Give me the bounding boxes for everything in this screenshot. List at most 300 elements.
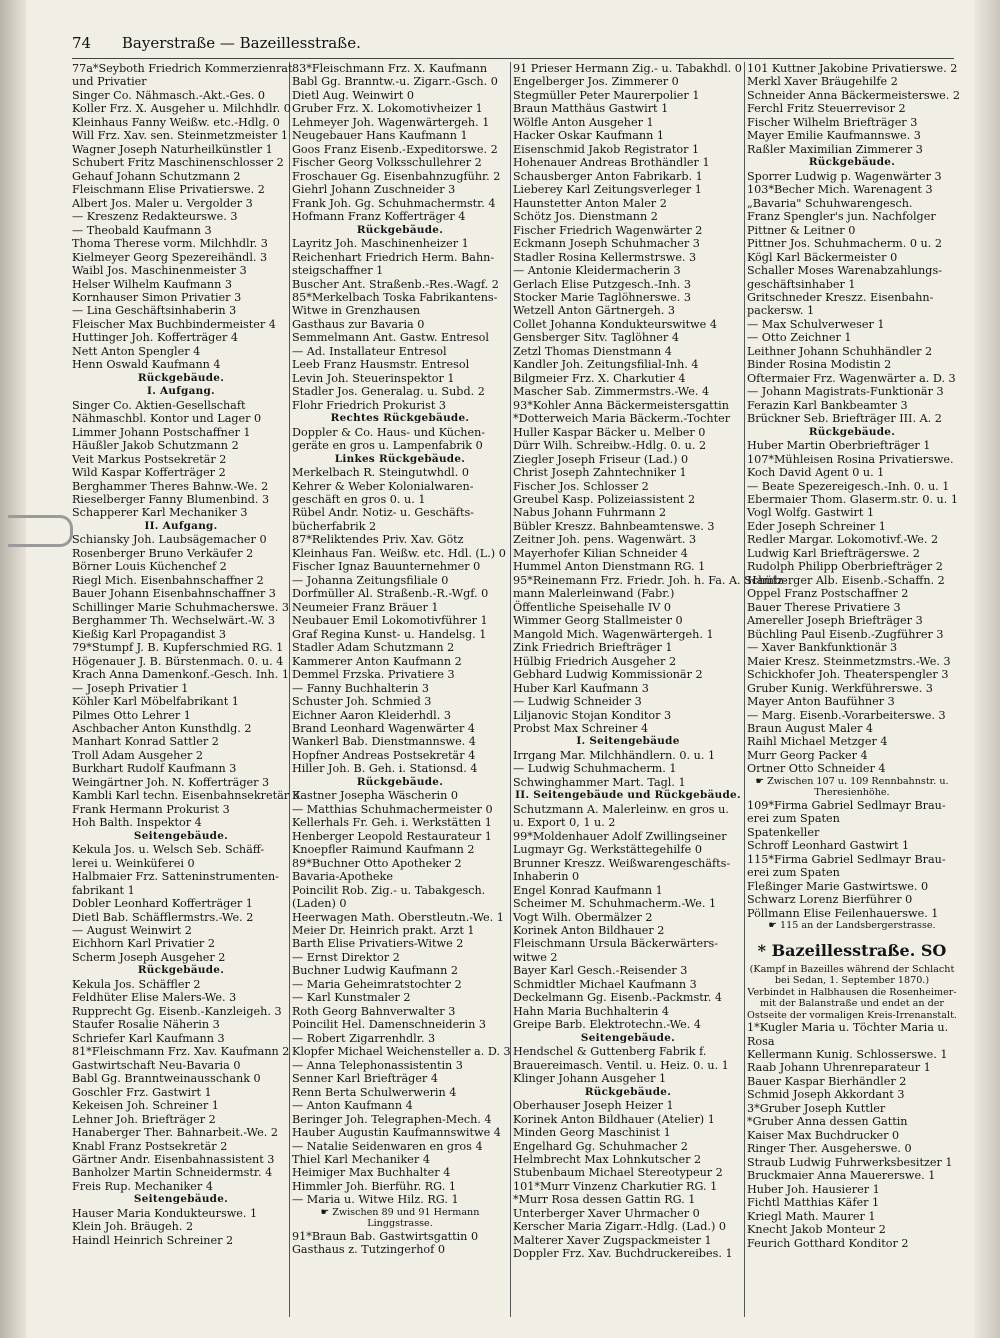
directory-entry: — Ad. Installateur Entresol [292, 344, 447, 358]
directory-entry: Staufer Rosalie Näherin 3 [72, 1018, 220, 1032]
directory-entry: 1*Kugler Maria u. Töchter Maria u. [747, 1021, 949, 1035]
directory-entry: Schmidtler Michael Kaufmann 3 [513, 977, 697, 991]
directory-entry: 93*Kohler Anna Bäckermeistersgattin [513, 398, 729, 412]
directory-entry: 81*Fleischmann Frz. Xav. Kaufmann 2 [72, 1045, 290, 1059]
directory-entry: Inhaberin 0 [513, 870, 580, 884]
directory-entry: Köhler Karl Möbelfabrikant 1 [72, 695, 239, 709]
directory-entry: 87*Reliktendes Priv. Xav. Götz [292, 533, 464, 547]
section-heading: II. Aufgang. [144, 519, 218, 532]
directory-entry: 101*Murr Vinzenz Charkutier RG. 1 [513, 1179, 718, 1193]
directory-entry: — Natalie Seidenwaren en gros 4 [292, 1139, 483, 1153]
directory-entry: Eckmann Joseph Schuhmacher 3 [513, 237, 700, 251]
directory-entry: Eichhorn Karl Privatier 2 [72, 937, 215, 951]
directory-entry: Banholzer Martin Schneidermstr. 4 [72, 1166, 273, 1180]
directory-entry: Henn Oswald Kaufmann 4 [72, 358, 221, 372]
directory-entry: — Anna Telephonassistentin 3 [292, 1058, 463, 1072]
directory-entry: Henberger Leopold Restaurateur 1 [292, 829, 492, 843]
directory-entry: Gerlach Elise Putzgesch.-Inh. 3 [513, 277, 691, 291]
directory-entry: Raab Johann Uhrenreparateur 1 [747, 1061, 931, 1075]
directory-entry: Freis Rup. Mechaniker 4 [72, 1179, 213, 1193]
section-heading: Rechtes Rückgebäude. [330, 412, 470, 425]
directory-entry: Ortner Otto Schneider 4 [747, 762, 886, 776]
section-heading: Rückgebäude. [584, 1085, 672, 1098]
directory-entry: Rieselberger Fanny Blumenbind. 3 [72, 493, 270, 506]
directory-entry: — Antonie Kleidermacherin 3 [513, 264, 681, 278]
directory-entry: Levin Joh. Steuerinspektor 1 [292, 371, 455, 385]
directory-entry: Oppel Franz Postschaffner 2 [747, 587, 909, 601]
directory-entry: Thiel Karl Mechaniker 4 [292, 1152, 430, 1166]
directory-entry: — Robert Zigarrenhdlr. 3 [292, 1031, 436, 1045]
directory-entry: Eisenschmid Jakob Registrator 1 [513, 142, 700, 156]
directory-entry: Sporrer Ludwig p. Wagenwärter 3 [747, 169, 942, 183]
directory-entry: Reichenhart Friedrich Herm. Bahn- [292, 250, 495, 264]
directory-entry: Irrgang Mar. Milchhändlern. 0. u. 1 [513, 748, 716, 762]
directory-entry: 91*Braun Bab. Gastwirtsgattin 0 [292, 1229, 479, 1243]
directory-entry: Klinger Johann Ausgeher 1 [513, 1072, 667, 1086]
directory-entry: Greipe Barb. Elektrotechn.-We. 4 [513, 1018, 702, 1032]
directory-entry: Schaller Moses Warenabzahlungs- [747, 264, 942, 278]
directory-entry: Liljanovic Stojan Konditor 3 [513, 708, 672, 722]
directory-entry: Fischer Ignaz Bauunternehmer 0 [292, 560, 481, 574]
directory-entry: 3*Gruber Joseph Kuttler [747, 1101, 886, 1115]
directory-entry: — Matthias Schuhmachermeister 0 [292, 802, 493, 816]
directory-entry: Bauer Therese Privatiere 3 [747, 600, 901, 614]
directory-entry: Fischer Friedrich Wagenwärter 2 [513, 223, 703, 237]
directory-entry: 95*Reinemann Frz. Friedr. Joh. h. Fa. A. Schütz- [513, 573, 787, 587]
directory-entry: — Marg. Eisenb.-Vorarbeiterswe. 3 [747, 708, 946, 722]
directory-entry: Greubel Kasp. Polizeiassistent 2 [513, 493, 696, 506]
directory-entry: Meier Dr. Heinrich prakt. Arzt 1 [292, 924, 475, 937]
directory-entry: Dorfmüller Al. Straßenb.-R.-Wgf. 0 [292, 587, 489, 601]
directory-entry: Kleinhaus Fanny Weißw. etc.-Hdlg. 0 [72, 115, 280, 129]
directory-entry: Dobler Leonhard Kofferträger 1 [72, 897, 253, 911]
directory-entry: Raihl Michael Metzger 4 [747, 735, 888, 749]
directory-entry: Ferazin Karl Bankbeamter 3 [747, 398, 908, 412]
directory-entry: Wetzell Anton Gärtnergeh. 3 [513, 304, 676, 318]
directory-entry: *Murr Rosa dessen Gattin RG. 1 [513, 1193, 696, 1207]
directory-entry: Huttinger Joh. Kofferträger 4 [72, 331, 238, 345]
directory-entry: Kerscher Maria Zigarr.-Hdlg. (Lad.) 0 [513, 1220, 727, 1234]
directory-entry: — Anton Kaufmann 4 [292, 1099, 413, 1113]
section-heading: I. Aufgang. [147, 385, 215, 398]
directory-entry: 101 Kuttner Jakobine Privatierswe. 2 [747, 62, 958, 75]
directory-entry: Hiller Joh. B. Geh. i. Stationsd. 4 [292, 762, 478, 776]
directory-entry: Berghammer Theres Bahnw.-We. 2 [72, 479, 269, 493]
directory-entry: Wild Kaspar Kofferträger 2 [72, 466, 226, 480]
directory-entry: Engel Konrad Kaufmann 1 [513, 883, 663, 897]
directory-entry: Hummel Anton Dienstmann RG. 1 [513, 560, 706, 574]
directory-entry: Knecht Jakob Monteur 2 [747, 1223, 886, 1237]
directory-entry: Doppler Frz. Xav. Buchdruckereibes. 1 [513, 1247, 733, 1261]
directory-entry: Weingärtner Joh. N. Kofferträger 3 [72, 775, 270, 789]
directory-entry: Manhart Konrad Sattler 2 [72, 735, 219, 749]
section-heading: I. Seitengebäude [576, 735, 680, 748]
directory-entry: Feurich Gotthard Konditor 2 [747, 1236, 909, 1250]
directory-entry: Schapperer Karl Mechaniker 3 [72, 506, 248, 520]
directory-entry: Goschler Frz. Gastwirt 1 [72, 1085, 212, 1099]
directory-entry: Gehauf Johann Schutzmann 2 [72, 169, 241, 183]
directory-entry: Högenauer J. B. Bürstenmach. 0. u. 4 [72, 654, 284, 668]
directory-entry: Merkl Xaver Bräugehilfe 2 [747, 75, 898, 89]
directory-entry: Gritschneder Kreszz. Eisenbahn- [747, 290, 934, 304]
directory-entry: Kellerhals Fr. Geh. i. Werkstätten 1 [292, 816, 492, 830]
directory-note: (Kampf in Bazeilles während der Schlacht bei Sedan, 1. September 1870.) [749, 963, 955, 987]
directory-entry: Deckelmann Gg. Eisenb.-Packmstr. 4 [513, 991, 723, 1005]
directory-entry: Schmid Joseph Akkordant 3 [747, 1088, 905, 1102]
directory-entry: 109*Firma Gabriel Sedlmayr Brau- [747, 798, 946, 812]
section-heading: Seitengebäude. [133, 1193, 229, 1206]
directory-entry: Wankerl Bab. Dienstmannswe. 4 [292, 735, 476, 749]
directory-entry: Mayer Emilie Kaufmannswe. 3 [747, 129, 921, 143]
directory-entry: Knabl Franz Postsekretär 2 [72, 1139, 228, 1153]
section-heading: Linkes Rückgebäude. [334, 452, 466, 465]
directory-entry: Fleischer Max Buchbindermeister 4 [72, 317, 276, 331]
directory-entry: Heerwagen Math. Oberstleutn.-We. 1 [292, 910, 504, 924]
directory-entry: Bilgmeier Frz. X. Charkutier 4 [513, 371, 686, 385]
directory-entry: Schroff Leonhard Gastwirt 1 [747, 839, 910, 853]
directory-entry: Lehmeyer Joh. Wagenwärtergeh. 1 [292, 115, 490, 129]
directory-entry: Roth Georg Bahnverwalter 3 [292, 1004, 456, 1018]
directory-entry: Schutzmann A. Malerleinw. en gros u. [513, 802, 729, 816]
directory-entry: Senner Karl Briefträger 4 [292, 1072, 438, 1086]
directory-entry: Stubenbaum Michael Stereotypeur 2 [513, 1166, 723, 1180]
directory-entry: Nabus Johann Fuhrmann 2 [513, 506, 667, 520]
directory-entry: Braun Matthäus Gastwirt 1 [513, 102, 669, 116]
directory-entry: — Joseph Privatier 1 [72, 681, 189, 695]
directory-entry: Poincilit Rob. Zig.- u. Tabakgesch. [292, 883, 486, 897]
directory-entry: Hopfner Andreas Postsekretär 4 [292, 748, 476, 762]
directory-entry: Kekula Jos. u. Welsch Seb. Schäff- [72, 843, 265, 857]
directory-entry: Scherm Joseph Ausgeher 2 [72, 950, 226, 964]
directory-entry: Zetzl Thomas Dienstmann 4 [513, 344, 672, 358]
directory-entry: Kleinhaus Fan. Weißw. etc. Hdl. (L.) 0 [292, 546, 506, 560]
directory-entry: Hauser Maria Kondukteurswe. 1 [72, 1206, 258, 1220]
directory-entry: — Max Schulverweser 1 [747, 317, 885, 331]
directory-entry: Flohr Friedrich Prokurist 3 [292, 398, 447, 412]
directory-entry: Kießig Karl Propagandist 3 [72, 627, 226, 641]
directory-entry: Klopfer Michael Weichensteller a. D. 3 [292, 1045, 511, 1059]
directory-entry: Babl Gg. Branntw.-u. Zigarr.-Gsch. 0 [292, 75, 498, 89]
directory-entry: — Maria u. Witwe Hilz. RG. 1 [292, 1193, 459, 1207]
directory-entry: — Maria Geheimratstochter 2 [292, 977, 462, 991]
section-heading: II. Seitengebäude und Rückgebäude. [515, 789, 741, 802]
directory-entry: Brückner Seb. Briefträger III. A. 2 [747, 412, 942, 426]
directory-entry: Spatenkeller [747, 825, 820, 839]
directory-entry: — Xaver Bankfunktionär 3 [747, 641, 898, 655]
directory-entry: Öffentliche Speisehalle IV 0 [513, 600, 672, 614]
directory-entry: Kielmeyer Georg Spezereihändl. 3 [72, 250, 268, 264]
directory-entry: Bavaria-Apotheke [292, 870, 393, 884]
directory-entry: (Laden) 0 [292, 897, 347, 911]
directory-entry: 89*Buchner Otto Apotheker 2 [292, 856, 462, 870]
page-number: 74 [72, 34, 92, 52]
directory-entry: Huber Joh. Hausierer 1 [747, 1182, 880, 1196]
directory-entry: Hanaberger Ther. Bahnarbeit.-We. 2 [72, 1126, 278, 1140]
header-title: Bayerstraße — Bazeillesstraße. [121, 34, 361, 52]
directory-entry: Unterberger Xaver Uhrmacher 0 [513, 1206, 700, 1220]
directory-entry: Neugebauer Hans Kaufmann 1 [292, 129, 468, 143]
directory-entry: Lieberey Karl Zeitungsverleger 1 [513, 183, 702, 197]
directory-entry: Mangold Mich. Wagenwärtergeh. 1 [513, 627, 714, 641]
directory-entry: Leithner Johann Schuhhändler 2 [747, 344, 933, 358]
directory-entry: Eder Joseph Schreiner 1 [747, 519, 886, 533]
directory-entry: 91 Prieser Hermann Zig.- u. Tabakhdl. 0 [513, 62, 742, 75]
directory-entry: Kögl Karl Bäckermeister 0 [747, 250, 898, 264]
directory-entry: Burkhart Rudolf Kaufmann 3 [72, 762, 237, 776]
directory-entry: erei zum Spaten [747, 866, 840, 880]
directory-entry: Neumeier Franz Bräuer 1 [292, 600, 439, 614]
directory-entry: Singer Co. Aktien-Gesellschaft [72, 398, 246, 412]
directory-entry: erei zum Spaten [747, 812, 840, 826]
directory-entry: Renn Berta Schulwerwerin 4 [292, 1085, 457, 1099]
directory-entry: Ringer Ther. Ausgeherswe. 0 [747, 1142, 912, 1156]
directory-entry: Hauber Augustin Kaufmannswitwe 4 [292, 1126, 501, 1140]
directory-entry: packersw. 1 [747, 304, 815, 318]
directory-entry: Kammerer Anton Kaufmann 2 [292, 654, 462, 668]
directory-entry: Raßler Maximilian Zimmerer 3 [747, 142, 923, 156]
directory-entry: — Theobald Kaufmann 3 [72, 223, 212, 237]
directory-entry: Doppler & Co. Haus- und Küchen- [292, 425, 486, 439]
directory-entry: Poincilit Hel. Damenschneiderin 3 [292, 1018, 486, 1032]
directory-entry: Schwarz Lorenz Bierführer 0 [747, 893, 913, 907]
directory-entry: Fleischmann Ursula Bäckerwärters- [513, 937, 719, 951]
directory-entry: Straub Ludwig Fuhrwerksbesitzer 1 [747, 1155, 953, 1169]
directory-entry: Korinek Anton Bildhauer (Atelier) 1 [513, 1112, 715, 1126]
directory-entry: 115*Firma Gabriel Sedlmayr Brau- [747, 852, 946, 866]
directory-entry: Stadler Jos. Generalag. u. Subd. 2 [292, 385, 485, 399]
section-heading: Rückgebäude. [808, 425, 896, 438]
directory-entry: — Johanna Zeitungsfiliale 0 [292, 573, 449, 587]
directory-entry: Gastwirtschaft Neu-Bavaria 0 [72, 1058, 241, 1072]
directory-entry: Klein Joh. Bräugeh. 2 [72, 1220, 194, 1234]
column-4 [747, 62, 961, 1322]
directory-entry: lerei u. Weinküferei 0 [72, 856, 195, 870]
directory-entry: Ferchl Fritz Steuerrevisor 2 [747, 102, 906, 116]
directory-entry: Buscher Ant. Straßenb.-Res.-Wagf. 2 [292, 277, 499, 291]
directory-entry: Stegmüller Peter Maurerpolier 1 [513, 88, 700, 102]
directory-entry: Zink Friedrich Briefträger 1 [513, 641, 673, 655]
directory-entry: Merkelbach R. Steingutwhdl. 0 [292, 466, 469, 480]
directory-entry: Veit Markus Postsekretär 2 [72, 452, 227, 466]
directory-entry: 83*Fleischmann Frz. X. Kaufmann [292, 62, 488, 75]
directory-entry: Vogl Wolfg. Gastwirt 1 [747, 506, 875, 520]
directory-entry: Schausberger Anton Fabrikarb. 1 [513, 169, 703, 183]
directory-entry: Mayerhofer Kilian Schneider 4 [513, 546, 688, 560]
directory-entry: Thoma Therese vorm. Milchhdlr. 3 [72, 237, 268, 251]
directory-entry: Kandler Joh. Zeitungsfilial-Inh. 4 [513, 358, 699, 372]
directory-entry: Büchling Paul Eisenb.-Zugführer 3 [747, 627, 944, 641]
directory-entry: Hülbig Friedrich Ausgeher 2 [513, 654, 677, 668]
section-heading: Seitengebäude. [133, 829, 229, 842]
directory-entry: Schubert Fritz Maschinenschlosser 2 [72, 156, 284, 170]
directory-note: ☛ 115 an der Landsbergerstrasse. [768, 920, 936, 932]
directory-entry: Brunner Kreszz. Weißwarengeschäfts- [513, 856, 731, 870]
directory-entry: Frank Hermann Prokurist 3 [72, 802, 230, 816]
directory-entry: mann Malerleinwand (Fabr.) [513, 587, 675, 601]
directory-entry: Wimmer Georg Stallmeister 0 [513, 614, 683, 628]
directory-entry: Scheimer M. Schuhmacherm.-We. 1 [513, 897, 717, 911]
directory-entry: Neubauer Emil Lokomotivführer 1 [292, 614, 488, 628]
directory-entry: Frank Joh. Gg. Schuhmachermstr. 4 [292, 196, 496, 210]
directory-entry: Wagner Joseph Naturheilkünstler 1 [72, 142, 273, 156]
directory-entry: Kekeisen Joh. Schreiner 1 [72, 1099, 219, 1113]
directory-entry: Stocker Marie Taglöhnerswe. 3 [513, 290, 691, 304]
directory-entry: Will Frz. Xav. sen. Steinmetzmeister 1 [72, 129, 288, 143]
directory-entry: Stadler Adam Schutzmann 2 [292, 641, 455, 655]
directory-entry: Kriegl Math. Maurer 1 [747, 1209, 876, 1223]
column-1 [72, 62, 300, 1322]
directory-entry: Semmelmann Ant. Gastw. Entresol [292, 331, 489, 345]
directory-entry: Vogt Wilh. Obermälzer 2 [513, 910, 653, 924]
directory-entry: Bübler Kreszz. Bahnbeamtenswe. 3 [513, 519, 715, 533]
directory-entry: Pittner Jos. Schuhmacherm. 0 u. 2 [747, 237, 942, 251]
directory-entry: Layritz Joh. Maschinenheizer 1 [292, 237, 469, 251]
directory-entry: Huller Kaspar Bäcker u. Melber 0 [513, 425, 706, 439]
directory-entry: — Ludwig Schneider 3 [513, 695, 642, 709]
column-divider [510, 62, 511, 1317]
directory-entry: Brauereimasch. Ventil. u. Heiz. 0. u. 1 [513, 1058, 729, 1072]
directory-entry: Kaiser Max Buchdrucker 0 [747, 1128, 900, 1142]
directory-entry: Kambli Karl techn. Eisenbahnsekretär 3 [72, 789, 300, 803]
directory-entry: Fleßinger Marie Gastwirtswe. 0 [747, 879, 929, 893]
directory-entry: *Dotterweich Maria Bäckerm.-Tochter [513, 412, 731, 426]
directory-entry: Feldhüter Elise Malers-We. 3 [72, 991, 237, 1005]
directory-entry: Minden Georg Maschinist 1 [513, 1126, 671, 1140]
directory-entry: — Fanny Buchhalterin 3 [292, 681, 429, 695]
directory-entry: *Gruber Anna dessen Gattin [747, 1115, 908, 1129]
directory-entry: Kehrer & Weber Kolonialwaren- [292, 479, 474, 493]
directory-entry: Riegl Mich. Eisenbahnschaffner 2 [72, 573, 264, 587]
directory-entry: Aschbacher Anton Kunsthdlg. 2 [72, 721, 252, 735]
directory-entry: u. Export 0, 1 u. 2 [513, 816, 616, 830]
directory-note: Verbindet in Halbhausen die Rosenheimer- mit der Balanstraße und endet an der Ostseite der vormaligen Kreis-Irrenanstalt. [747, 986, 957, 1021]
directory-entry: Schötz Jos. Dienstmann 2 [513, 210, 658, 224]
directory-entry: Bauer Johann Eisenbahnschaffner 3 [72, 587, 276, 601]
directory-entry: Helmbrecht Max Lohnkutscher 2 [513, 1152, 702, 1166]
directory-entry: Berghammer Th. Wechselwärt.-W. 3 [72, 614, 275, 628]
directory-entry: Leeb Franz Hausmstr. Entresol [292, 358, 470, 372]
directory-entry: Christ Joseph Zahntechniker 1 [513, 466, 687, 480]
directory-entry: — Johann Magistrats-Funktionär 3 [747, 385, 944, 399]
directory-entry: Hamberger Alb. Eisenb.-Schaffn. 2 [747, 573, 945, 587]
directory-entry: Mascher Sab. Zimmermstrs.-We. 4 [513, 385, 710, 399]
directory-entry: Heimiger Max Buchhalter 4 [292, 1166, 451, 1180]
paper-clip [8, 515, 73, 547]
section-heading: Rückgebäude. [137, 371, 225, 384]
directory-entry: Gensberger Sitv. Taglöhner 4 [513, 331, 679, 345]
directory-entry: Ludwig Karl Briefträgerswe. 2 [747, 546, 920, 560]
directory-entry: Binder Rosina Modistin 2 [747, 358, 892, 372]
directory-entry: Fischer Jos. Schlosser 2 [513, 479, 649, 493]
directory-entry: Babl Gg. Branntweinausschank 0 [72, 1072, 261, 1086]
directory-entry: Helser Wilhelm Kaufmann 3 [72, 277, 232, 291]
directory-entry: Hofmann Franz Kofferträger 4 [292, 210, 466, 224]
directory-entry: Buchner Ludwig Kaufmann 2 [292, 964, 459, 978]
directory-entry: Ebermaier Thom. Glaserm.str. 0. u. 1 [747, 493, 958, 506]
header-rule [72, 58, 954, 59]
directory-entry: Himmler Joh. Bierführ. RG. 1 [292, 1179, 456, 1193]
directory-entry: Bruckmaier Anna Mauererswe. 1 [747, 1169, 936, 1183]
directory-entry: und Privatier [72, 75, 147, 89]
directory-entry: steigschaffner 1 [292, 264, 384, 278]
directory-entry: Huber Martin Oberbriefträger 1 [747, 439, 931, 453]
directory-entry: — Lina Geschäftsinhaberin 3 [72, 304, 237, 318]
directory-entry: Engelhard Gg. Schuhmacher 2 [513, 1139, 688, 1153]
directory-entry: Hohenauer Andreas Brothändler 1 [513, 156, 710, 170]
column-divider [744, 62, 745, 1317]
directory-entry: Franz Spengler's jun. Nachfolger [747, 210, 936, 224]
directory-entry: fabrikant 1 [72, 883, 135, 897]
directory-entry: — Otto Zeichner 1 [747, 331, 852, 345]
directory-entry: Pittner & Leitner 0 [747, 223, 856, 237]
directory-entry: Maier Kresz. Steinmetzmstrs.-We. 3 [747, 654, 951, 668]
directory-entry: — Ernst Direktor 2 [292, 950, 400, 964]
directory-entry: Graf Regina Kunst- u. Handelsg. 1 [292, 627, 487, 641]
directory-entry: — Kreszenz Redakteurswe. 3 [72, 210, 238, 224]
directory-entry: Knoepfler Raimund Kaufmann 2 [292, 843, 475, 857]
directory-entry: Rosenberger Bruno Verkäufer 2 [72, 546, 254, 560]
directory-entry: Limmer Johann Postschaffner 1 [72, 425, 251, 439]
directory-entry: Huber Karl Kaufmann 3 [513, 681, 649, 695]
directory-entry: Mayer Anton Baufühner 3 [747, 695, 895, 709]
directory-entry: — August Weinwirt 2 [72, 924, 192, 937]
directory-entry: Bayer Karl Gesch.-Reisender 3 [513, 964, 688, 978]
directory-entry: Rübel Andr. Notiz- u. Geschäfts- [292, 506, 474, 520]
directory-entry: Redler Margar. Lokomotivf.-We. 2 [747, 533, 939, 547]
directory-entry: Nähmaschbl. Kontor und Lager 0 [72, 412, 262, 426]
directory-entry: Demmel Frzska. Privatiere 3 [292, 668, 455, 682]
directory-entry: Beringer Joh. Telegraphen-Mech. 4 [292, 1112, 492, 1126]
directory-entry: 77a*Seyboth Friedrich Kommerzienrat [72, 62, 293, 75]
directory-entry: Hacker Oskar Kaufmann 1 [513, 129, 664, 143]
page-edge [974, 0, 1000, 1338]
directory-entry: Kellermann Kunig. Schlosserswe. 1 [747, 1048, 948, 1061]
directory-entry: bücherfabrik 2 [292, 519, 377, 533]
directory-entry: Häußler Jakob Schutzmann 2 [72, 439, 239, 453]
directory-entry: Kastner Josepha Wäscherin 0 [292, 789, 459, 803]
running-header [72, 34, 387, 54]
directory-entry: Dietl Aug. Weinwirt 0 [292, 88, 415, 102]
directory-entry: Lehner Joh. Briefträger 2 [72, 1112, 216, 1126]
directory-entry: Collet Johanna Kondukteurswitwe 4 [513, 317, 717, 331]
book-gutter [0, 0, 26, 1338]
directory-entry: Koller Frz. X. Ausgeher u. Milchhdlr. 0 [72, 102, 291, 116]
directory-note: ☛ Zwischen 107 u. 109 Rennbahnstr. u. Theresienhöhe. [755, 775, 949, 799]
directory-entry: geschäftsinhaber 1 [747, 277, 856, 291]
directory-entry: Hendschel & Guttenberg Fabrik f. [513, 1045, 707, 1059]
street-heading: * Bazeillesstraße. SO [757, 940, 947, 960]
column-2 [292, 62, 511, 1322]
directory-entry: Braun August Maler 4 [747, 721, 873, 735]
section-heading: Seitengebäude. [580, 1031, 676, 1044]
directory-entry: Rosa [747, 1034, 775, 1048]
directory-entry: Gärtner Andr. Eisenbahnassistent 3 [72, 1152, 275, 1166]
directory-entry: Kekula Jos. Schäffler 2 [72, 977, 201, 991]
directory-entry: Murr Georg Packer 4 [747, 748, 868, 762]
directory-entry: Giehrl Johann Zuschneider 3 [292, 183, 456, 197]
directory-entry: Albert Jos. Maler u. Vergolder 3 [72, 196, 253, 210]
directory-entry: Fischer Wilhelm Briefträger 3 [747, 115, 918, 129]
directory-entry: Gruber Frz. X. Lokomotivheizer 1 [292, 102, 483, 116]
directory-entry: 79*Stumpf J. B. Kupferschmied RG. 1 [72, 641, 284, 655]
directory-entry: Krach Anna Damenkonf.-Gesch. Inh. 1 [72, 668, 289, 682]
directory-entry: Fleischmann Elise Privatierswe. 2 [72, 183, 265, 197]
directory-entry: Gebhard Ludwig Kommissionär 2 [513, 668, 703, 682]
directory-entry: Eichner Aaron Kleiderhdl. 3 [292, 708, 451, 722]
directory-entry: 99*Moldenhauer Adolf Zwillingseiner [513, 829, 727, 843]
directory-entry: Gruber Kunig. Werkführerswe. 3 [747, 681, 933, 695]
directory-entry: Nett Anton Spengler 4 [72, 344, 201, 358]
